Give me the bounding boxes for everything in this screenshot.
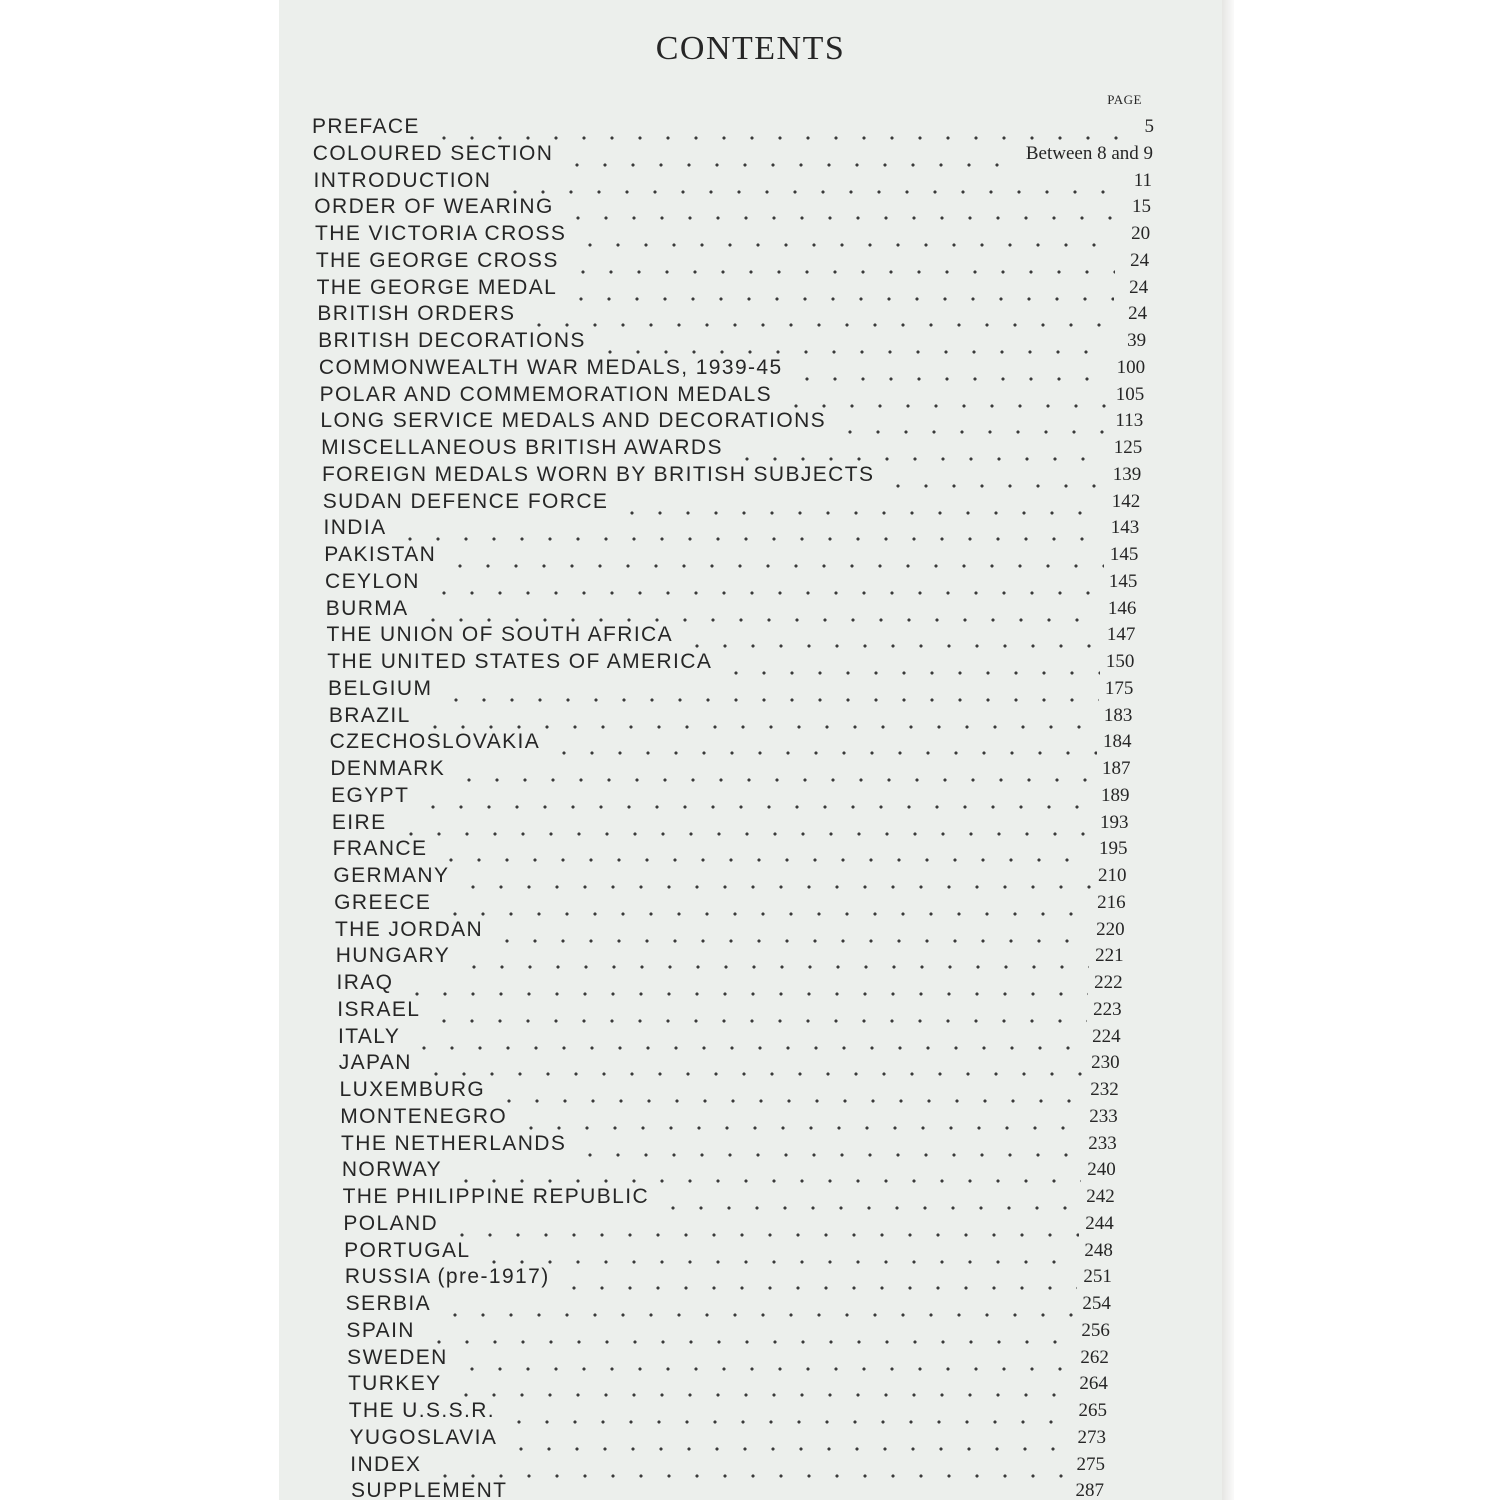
toc-entry-page: 145 [1108,570,1138,592]
toc-entry [350,1450,1105,1478]
dot-leader [440,682,1099,702]
toc-entry-title: INDIA [323,516,387,540]
toc-entry-page: 256 [1081,1319,1110,1341]
toc-entry-page: 24 [1130,249,1150,271]
dot-leader [417,602,1102,622]
dot-leader [505,1431,1071,1451]
toc-entry-page: 233 [1089,1105,1118,1127]
toc-entry-title: PREFACE [312,115,420,138]
toc-entry-page: 24 [1129,276,1149,298]
toc-entry-page: 221 [1095,945,1124,967]
dot-leader [616,495,1105,515]
toc-entry [340,1102,1117,1130]
toc-entry-page: 147 [1106,624,1136,646]
toc-entry-page: 39 [1127,330,1147,351]
toc-entry-title: FRANCE [332,837,428,861]
toc-entry-page: 265 [1078,1400,1107,1421]
dot-leader [515,1110,1083,1130]
toc-entry [318,326,1146,354]
toc-entry-page: 5 [1144,116,1154,137]
toc-entry-title: THE NETHERLANDS [341,1131,567,1155]
toc-entry-title: THE U.S.S.R. [348,1399,496,1422]
toc-entry [317,273,1149,301]
dot-leader [439,1297,1076,1317]
toc-entry [349,1423,1105,1451]
dot-leader [523,307,1113,327]
dot-leader [419,709,1098,729]
toc-entry-title: MISCELLANEOUS BRITISH AWARDS [321,436,723,459]
dot-leader [439,896,1091,916]
toc-entry-page: 233 [1088,1132,1117,1154]
toc-entry [317,299,1147,327]
toc-entry [340,1075,1119,1103]
dot-leader [882,468,1106,488]
dot-leader [493,1083,1084,1103]
toc-entry-page: 184 [1102,731,1132,753]
toc-entry-page: 20 [1131,223,1151,244]
toc-entry-page: 248 [1084,1239,1113,1261]
toc-entry [343,1182,1115,1210]
toc-entry [315,219,1150,247]
toc-entry-page: 287 [1075,1480,1104,1500]
toc-entry-title: SUDAN DEFENCE FORCE [322,489,609,513]
toc-entry-page: 216 [1097,891,1126,913]
toc-entry-page: 254 [1082,1293,1111,1314]
toc-entry-title: EIRE [331,810,387,834]
toc-entry [314,192,1151,220]
toc-entry-page: 125 [1113,437,1143,458]
dot-leader [574,227,1116,247]
dot-leader [503,1404,1072,1424]
toc-entry-title: TURKEY [347,1372,442,1396]
toc-entry-title: SERBIA [345,1292,432,1315]
dot-leader [720,655,1100,675]
dot-leader [574,1137,1082,1157]
toc-entry-page: 142 [1111,490,1141,512]
toc-entry [345,1262,1112,1290]
toc-entry-title: MONTENEGRO [340,1104,508,1128]
dot-leader [458,949,1089,969]
toc-entry-page: 150 [1105,651,1135,672]
toc-entry-page: 11 [1133,169,1153,191]
toc-entry [326,594,1137,622]
toc-entry-title: ISRAEL [337,997,421,1021]
toc-entry [313,139,1153,167]
toc-entry [324,540,1138,568]
dot-leader [681,628,1101,648]
toc-entry [329,701,1133,729]
toc-entry-page: 187 [1101,758,1131,779]
dot-leader [450,1163,1081,1183]
toc-entry-page: 220 [1096,918,1125,940]
book-page [279,0,1222,1500]
toc-entry-title: ITALY [338,1024,401,1048]
toc-entry-page: 193 [1100,811,1129,833]
toc-entry-title: YUGOSLAVIA [349,1425,498,1449]
toc-entry-title: SUPPLEMENT [351,1479,508,1500]
toc-entry-title: RUSSIA (pre-1917) [344,1265,550,1289]
toc-entry [339,1048,1120,1076]
toc-entry-page: 224 [1092,1025,1121,1047]
dot-leader [731,441,1108,461]
toc-entry [319,353,1145,381]
dot-leader [429,1458,1070,1478]
toc-entry-title: FOREIGN MEDALS WORN BY BRITISH SUBJECTS [321,462,875,486]
toc-entry [335,915,1125,943]
toc-entry-title: INTRODUCTION [313,168,492,192]
page-column-label: PAGE [1107,92,1142,107]
dot-leader [417,789,1095,809]
toc-entry [325,567,1137,595]
toc-entry [327,620,1136,648]
dot-leader [395,816,1095,836]
toc-entry-title: IRAQ [336,971,394,994]
contents-heading: CONTENTS [655,30,846,67]
toc-entry-page: 232 [1090,1079,1119,1100]
dot-leader [561,147,1020,167]
dot-leader [834,414,1109,434]
toc-entry [312,112,1154,140]
toc-entry [333,861,1126,889]
dot-leader [456,1351,1075,1371]
toc-entry [330,727,1132,755]
toc-entry [346,1316,1109,1344]
toc-entry [323,513,1139,541]
toc-entry-title: BURMA [325,596,409,620]
toc-entry-page: 189 [1100,784,1130,806]
toc-entry [336,968,1122,996]
toc-entry-title: THE GEORGE MEDAL [316,275,558,299]
toc-entry-title: BRAZIL [328,703,411,727]
toc-entry-page: 222 [1094,972,1123,993]
toc-entry-title: EGYPT [331,783,410,807]
dot-leader [428,1003,1087,1023]
dot-leader [565,281,1114,301]
toc-entry [349,1396,1107,1424]
toc-entry-page: 223 [1093,998,1122,1020]
dot-leader [478,1244,1078,1264]
toc-entry [327,647,1134,675]
dot-leader [562,200,1117,220]
toc-entry [344,1236,1113,1264]
toc-entry-title: THE JORDAN [334,917,484,941]
toc-entry-title: COMMONWEALTH WAR MEDALS, 1939-45 [318,355,783,379]
dot-leader [499,174,1118,194]
toc-entry-title: THE GEORGE CROSS [315,248,559,272]
toc-entry-title: GERMANY [333,864,450,887]
dot-leader [423,1324,1076,1344]
dot-leader [457,869,1092,889]
toc-entry [341,1129,1117,1157]
toc-entry [332,808,1129,836]
toc-entry [338,1022,1121,1050]
toc-entry-page: 273 [1077,1426,1106,1448]
toc-entry-title: COLOURED SECTION [312,141,554,165]
dot-leader [428,120,1120,140]
toc-entry-page: 145 [1109,544,1139,565]
toc-entry-page: 230 [1091,1052,1120,1074]
toc-entry-page: 244 [1085,1212,1114,1234]
toc-entry [348,1369,1108,1397]
toc-entry-title: JAPAN [338,1051,412,1075]
toc-entry-page: 100 [1116,356,1146,378]
dot-leader [444,548,1104,568]
toc-entry-page: 146 [1107,597,1137,619]
dot-leader [780,388,1110,408]
dot-leader [453,762,1096,782]
toc-entry-page: 210 [1098,865,1127,886]
dot-leader [408,1030,1086,1050]
toc-entry-title: LONG SERVICE MEDALS AND DECORATIONS [320,409,827,433]
dot-leader [567,254,1115,274]
toc-entry-title: THE PHILIPPINE REPUBLIC [342,1185,650,1208]
dot-leader [558,1270,1078,1290]
toc-entry-title: INDEX [350,1452,422,1476]
dot-leader [548,735,1097,755]
toc-entry-page: 251 [1083,1266,1112,1288]
toc-entry-title: BRITISH ORDERS [317,302,516,326]
toc-entry [330,754,1130,782]
dot-leader [791,361,1111,381]
toc-entry-title: HUNGARY [335,944,451,968]
toc-entry-page: 175 [1104,677,1134,699]
toc-entry [343,1209,1113,1237]
toc-entry-page: 139 [1112,463,1142,485]
toc-entry-title: ORDER OF WEARING [314,195,554,219]
toc-entry [347,1343,1109,1371]
toc-entry [320,380,1145,408]
toc-entry [334,888,1125,916]
toc-entry [314,166,1153,194]
toc-entry-title: SWEDEN [347,1345,448,1369]
toc-entry-page: 143 [1110,517,1140,539]
toc-entry-page: 183 [1103,704,1133,726]
toc-entry-title: THE VICTORIA CROSS [315,222,567,245]
toc-entry-page: 240 [1087,1159,1116,1181]
dot-leader [491,923,1090,943]
toc-entry-page: 15 [1132,196,1152,218]
toc-entry-title: PORTUGAL [344,1238,471,1262]
toc-entry-title: POLAR AND COMMEMORATION MEDALS [319,382,772,406]
dot-leader [401,976,1088,996]
toc-entry [333,834,1128,862]
page-edge [1222,0,1234,1500]
dot-leader [446,1217,1079,1237]
dot-leader [657,1190,1080,1210]
toc-entry-title: NORWAY [341,1158,442,1182]
toc-entry-page: 195 [1099,838,1128,860]
toc-entry [320,406,1143,434]
toc-entry-title: GREECE [334,890,432,914]
toc-entry-title: CEYLON [325,569,420,593]
toc-entry [351,1476,1104,1500]
toc-entry-page: 264 [1079,1373,1108,1395]
toc-entry-page: 262 [1080,1346,1109,1368]
toc-entry-title: BELGIUM [328,676,433,700]
toc-entry [346,1289,1111,1317]
toc-entry [321,433,1142,461]
toc-entry-title: THE UNION OF SOUTH AFRICA [326,623,674,647]
toc-entry-title: CZECHOSLOVAKIA [329,730,541,754]
toc-entry [323,487,1141,515]
toc-entry [342,1155,1116,1183]
toc-entry [322,460,1141,488]
toc-entry-page: 105 [1115,383,1145,405]
toc-entry-title: BRITISH DECORATIONS [318,329,586,352]
dot-leader [428,575,1103,595]
toc-entry [316,246,1149,274]
toc-entry-title: DENMARK [330,757,446,780]
contents-list [279,0,1222,1500]
toc-entry [336,941,1124,969]
toc-entry-page: 113 [1115,410,1144,432]
toc-entry [331,781,1129,809]
toc-entry-title: THE UNITED STATES OF AMERICA [327,650,713,673]
toc-entry-page: 275 [1076,1453,1105,1475]
toc-entry-title: LUXEMBURG [339,1078,486,1101]
toc-entry-page: 242 [1086,1186,1115,1207]
dot-leader [435,842,1093,862]
toc-entry-title: SPAIN [346,1318,415,1342]
dot-leader [450,1377,1074,1397]
toc-entry-page: 24 [1128,303,1148,325]
dot-leader [594,334,1112,354]
toc-entry-page: Between 8 and 9 [1025,142,1153,164]
toc-entry [328,674,1133,702]
toc-entry [337,995,1121,1023]
toc-entry-title: POLAND [343,1211,439,1235]
dot-leader [394,521,1104,541]
dot-leader [420,1056,1085,1076]
toc-entry-title: PAKISTAN [324,543,437,566]
dot-leader [515,1484,1069,1500]
